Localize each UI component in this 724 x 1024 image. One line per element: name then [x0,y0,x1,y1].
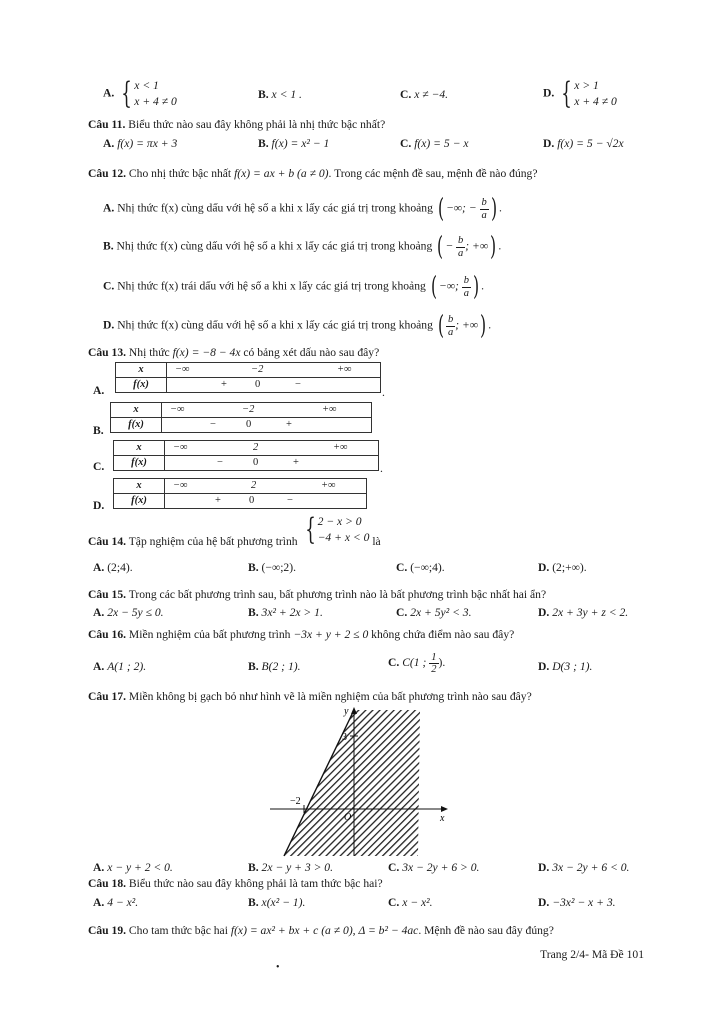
question-number: Câu 16. [88,628,127,641]
q14-option-d: D. (2;+∞). [538,561,587,574]
sign-table-d: x −∞ 2 +∞ f(x) + 0 − [113,478,367,509]
q12-option-c: C. Nhị thức f(x) trái dấu với hệ số a khi x lấy các giá trị trong khoảng ( −∞; $\frac{b}{a}$ ) . [103,272,485,302]
q17-stem: Câu 17. Miền không bị gạch bỏ như hình vẽ là miền nghiệm của bất phương trình nào sau đây? [88,690,532,703]
question-number: Câu 19. [88,924,127,937]
sign-table-a: x −∞ −2 +∞ f(x) + 0 − [115,362,381,393]
q15-option-c: C. 2x + 5y² < 3. [396,606,472,619]
q17-option-a: A. x − y + 2 < 0. [93,861,173,874]
q18-option-c: C. x − x². [388,896,433,909]
fraction: $\frac{b}{a}$ [481,197,487,221]
q12-stem: Câu 12. Cho nhị thức bậc nhất f(x) = ax + b (a ≠ 0). Trong các mệnh đề sau, mệnh đề nào đúng? [88,167,538,180]
exam-page: A. { x < 1 x + 4 ≠ 0 B. x < 1 . C. x ≠ −4. D. { x > 1 x + 4 ≠ 0 Câu 11. Biểu thức nào sau đây không phải là nhị thức bậc nhất? A. f(x) = πx + 3 B. f(x) = x² − 1 C. f(x) = 5 − x D. f(x) = 5 − √2x Câu 12. Cho nhị thức bậc nhất f(x) = ax + b (a ≠ 0). Trong các mệnh đề sau, mệnh đề nào đúng? A. Nhị thức f(x) cùng dấu với hệ số a khi x lấy các giá trị trong khoảng ( −∞; − $\frac{b}{a}$ ) . B. Nhị thức f(x) cùng dấu với hệ số a khi x lấy các giá trị trong khoảng ( − $\frac{b}{a}$ ; +∞) . C. Nhị thức f(x) trái dấu với hệ số a khi x lấy các giá trị trong khoảng ( −∞; $\frac{b}{a}$ ) . D. Nhị thức f(x) cùng dấu với hệ số a khi x lấy các giá trị trong khoảng ( $\frac{b}{a}$ ; +∞) . Câu 13. Nhị thức f(x) = −8 − 4x có bảng xét dấu nào sau đây? A. x −∞ −2 +∞ f(x) + 0 − . B. x −∞ −2 +∞ f(x) − 0 + C. x −∞ 2 +∞ f(x) − 0 + . D. x −∞ 2 +∞ f(x) + 0 − Câu 14. Tập nghiệm của hệ bất phương trình { 2 − x > 0 −4 + x < 0 là A. (2;4). B. (−∞;2). C. (−∞;4). D. (2;+∞). Câu 15. Trong các bất phương trình sau, bất phương trình nào là bất phương trình bậc nhất hai ẩn? A. 2x − 5y ≤ 0. B. 3x² + 2x > 1. C. 2x + 5y² < 3. D. 2x + 3y + z < 2. Câu 16. Miền nghiệm của bất phương trình −3x + y + 2 ≤ 0 không chứa điểm nào sau đây? A. A(1 ; 2). B. B(2 ; 1). C. C(1 ; $\frac{1}{2}$ ). D. D(3 ; 1). Câu 17. Miền không bị gạch bỏ như hình vẽ là miền nghiệm của bất phương trình nào sau đây? y x 3 −2 O A. x − y + 2 < 0. B. 2x − y + 3 > 0. C. 3x − 2y + 6 > 0. D. 3x − 2y + 6 < 0. Câu 18. Biểu thức nào sau đây không phải là tam thức bậc hai? A. 4 − x². B. x(x² − 1). C. x − x². D. −3x² − x + 3. Câu 19. Cho tam thức bậc hai f(x) = ax² + bx + c (a ≠ 0), Δ = b² − 4ac. Mệnh đề nào sau đây đúng? Trang 2/4- Mã Đề 101 • [88,75,644,973]
table-option-label: B. [93,424,104,437]
fraction: $\frac{b}{a}$ [458,235,464,259]
question-number: Câu 15. [88,588,127,601]
q12-option-a: A. Nhị thức f(x) cùng dấu với hệ số a khi x lấy các giá trị trong khoảng ( −∞; − $\frac{b}{a}$ ) . [103,194,502,224]
q16-option-b: B. B(2 ; 1). [248,660,301,673]
q16-option-c: C. C(1 ; $\frac{1}{2}$ ). [388,652,446,676]
q15-option-b: B. 3x² + 2x > 1. [248,606,323,619]
q12-option-b: B. Nhị thức f(x) cùng dấu với hệ số a khi x lấy các giá trị trong khoảng ( − $\frac{b}{a}$ ; +∞) . [103,232,502,262]
q11-option-d: D. f(x) = 5 − √2x [543,137,624,150]
q18-option-a: A. 4 − x². [93,896,139,909]
q14-stem: Câu 14. Tập nghiệm của hệ bất phương trình { 2 − x > 0 −4 + x < 0 là [88,511,381,549]
sign-table-b: x −∞ −2 +∞ f(x) − 0 + [110,402,372,433]
q18-option-d: D. −3x² − x + 3. [538,896,616,909]
q16-stem: Câu 16. Miền nghiệm của bất phương trình −3x + y + 2 ≤ 0 không chứa điểm nào sau đây? [88,628,515,641]
q17-option-d: D. 3x − 2y + 6 < 0. [538,861,630,874]
scan-dot: • [276,962,280,973]
fraction: $\frac{1}{2}$ [431,652,437,676]
q11-option-a: A. f(x) = πx + 3 [103,137,178,150]
x-axis-arrow-icon [441,806,448,812]
q14-option-c: C. (−∞;4). [396,561,445,574]
q16-option-d: D. D(3 ; 1). [538,660,593,673]
y-axis-label: y [344,706,349,717]
question-number: Câu 12. [88,167,127,180]
q17-option-c: C. 3x − 2y + 6 > 0. [388,861,480,874]
option-label: A. [103,86,115,100]
q10-option-a: A. { x < 1 x + 4 ≠ 0 [103,75,177,111]
q17-option-b: B. 2x − y + 3 > 0. [248,861,333,874]
q14-option-a: A. (2;4). [93,561,133,574]
x-axis-label: x [440,813,445,824]
q15-option-d: D. 2x + 3y + z < 2. [538,606,629,619]
inequality-region-graph [270,706,460,858]
q15-stem: Câu 15. Trong các bất phương trình sau, bất phương trình nào là bất phương trình bậc nhất hai ẩn? [88,588,547,601]
q15-option-a: A. 2x − 5y ≤ 0. [93,606,164,619]
q16-option-a: A. A(1 ; 2). [93,660,147,673]
q11-stem: Câu 11. Biểu thức nào sau đây không phải là nhị thức bậc nhất? [88,118,386,131]
question-number: Câu 18. [88,877,127,890]
x-tick-label: −2 [290,796,301,807]
origin-label: O [344,812,352,823]
question-number: Câu 13. [88,346,127,359]
system-line: x < 1 [134,79,159,92]
q10-option-c: C. x ≠ −4. [400,88,449,101]
q18-option-b: B. x(x² − 1). [248,896,306,909]
q10-option-d: D. { x > 1 x + 4 ≠ 0 [543,75,617,111]
shaded-region [284,710,422,856]
q12-option-d: D. Nhị thức f(x) cùng dấu với hệ số a khi x lấy các giá trị trong khoảng ( $\frac{b}{a}$ ; +∞) . [103,311,492,341]
table-option-label: A. [93,384,105,397]
q11-option-c: C. f(x) = 5 − x [400,137,469,150]
q10-option-b: B. x < 1 . [258,88,302,101]
q19-stem: Câu 19. Cho tam thức bậc hai f(x) = ax² + bx + c (a ≠ 0), Δ = b² − 4ac. Mệnh đề nào sau đây đúng? [88,924,554,937]
q14-option-b: B. (−∞;2). [248,561,296,574]
table-option-label: C. [93,460,105,473]
question-number: Câu 17. [88,690,127,703]
sign-table-c: x −∞ 2 +∞ f(x) − 0 + [113,440,379,471]
y-tick-label: 3 [342,732,347,743]
q13-stem: Câu 13. Nhị thức f(x) = −8 − 4x có bảng xét dấu nào sau đây? [88,346,380,359]
q18-stem: Câu 18. Biểu thức nào sau đây không phải là tam thức bậc hai? [88,877,383,890]
fraction: $\frac{b}{a}$ [463,275,469,299]
q11-option-b: B. f(x) = x² − 1 [258,137,330,150]
question-number: Câu 11. [88,118,126,131]
page-footer: Trang 2/4- Mã Đề 101 [540,948,644,961]
fraction: $\frac{b}{a}$ [447,314,454,338]
table-option-label: D. [93,499,105,512]
question-number: Câu 14. [88,535,127,549]
system-line: x + 4 ≠ 0 [134,94,177,108]
